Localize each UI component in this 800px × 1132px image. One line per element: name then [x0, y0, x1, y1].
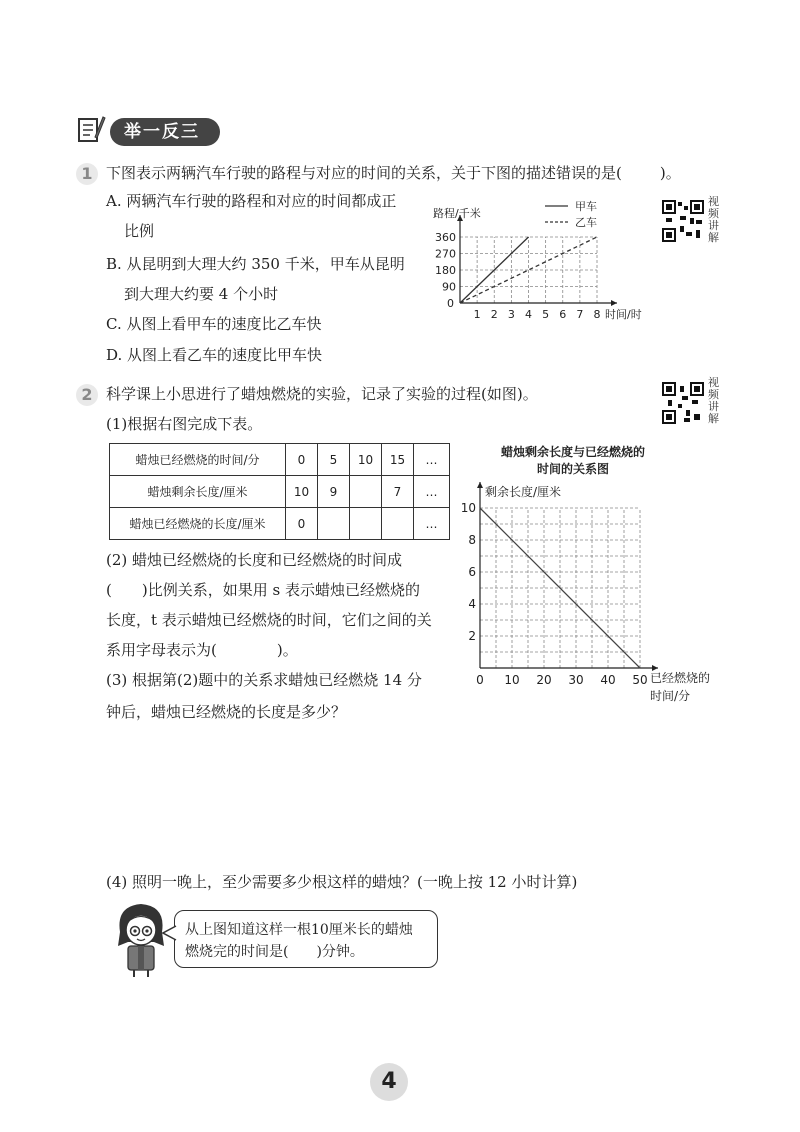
table-cell: 5: [318, 444, 350, 476]
table-cell-blank: [318, 508, 350, 540]
table-cell: 0: [286, 444, 318, 476]
table-cell: …: [414, 444, 450, 476]
candle-length-chart: [455, 440, 745, 710]
legend-label: 甲车: [575, 200, 597, 213]
q2-part2-line2: ( )比例关系，如果用 s 表示蜡烛已经燃烧的: [106, 581, 420, 599]
q2-part3-line2: 钟后，蜡烛已经燃烧的长度是多少？: [106, 703, 347, 721]
q2-part2-line1: (2) 蜡烛已经燃烧的长度和已经燃烧的时间成: [106, 551, 403, 569]
q1-option-b: B. 从昆明到大理大约 350 千米，甲车从昆明: [106, 255, 405, 273]
x-tick-label: 5: [542, 308, 550, 321]
x-tick-label: 4: [525, 308, 532, 321]
table-row-header: 蜡烛已经燃烧的长度/厘米: [110, 508, 286, 540]
q2-part1: (1)根据右图完成下表。: [106, 415, 263, 433]
legend-label: 乙车: [575, 216, 597, 229]
x-tick-label: 6: [559, 308, 567, 321]
origin-label: 0: [447, 297, 454, 310]
q1-stem: [106, 163, 681, 183]
x-tick-label: 30: [568, 673, 584, 687]
y-tick-label: 180: [435, 264, 456, 277]
hint-line-2: 燃烧完的时间是( )分钟。: [185, 944, 364, 960]
qr-code-icon[interactable]: [662, 200, 704, 242]
x-axis-label: 时间/时: [605, 308, 642, 321]
x-tick-label: 2: [490, 308, 498, 321]
q2-part3-line1: (3) 根据第(2)题中的关系求蜡烛已经燃烧 14 分: [106, 671, 422, 689]
x-axis-arrow: [611, 300, 617, 306]
car-distance-chart: [425, 195, 665, 330]
y-tick-label: 90: [442, 280, 456, 294]
x-tick-label: 20: [536, 673, 552, 687]
y-tick-label: 4: [468, 597, 476, 611]
y-axis-label: 路程/千米: [433, 207, 481, 220]
table-cell: 0: [286, 508, 318, 540]
table-cell: 10: [350, 444, 382, 476]
x-tick-label: 10: [504, 673, 520, 687]
y-tick-label: 10: [460, 501, 476, 515]
question-number: 2: [76, 384, 98, 406]
table-cell: …: [414, 508, 450, 540]
table-row: [110, 508, 450, 540]
question-number: 1: [76, 163, 98, 185]
table-cell: 10: [286, 476, 318, 508]
section-badge: 举一反三: [110, 118, 220, 146]
qr-code-icon[interactable]: [662, 382, 704, 424]
x-tick-label: 3: [507, 308, 515, 321]
x-tick-label: 40: [600, 673, 616, 687]
table-cell-blank: [350, 508, 382, 540]
table-row: [110, 444, 450, 476]
q2-part2-line4: 系用字母表示为( )。: [106, 641, 298, 659]
chart-title: 蜡烛剩余长度与已经燃烧的: [500, 445, 646, 459]
table-cell: 7: [382, 476, 414, 508]
chart-title: 时间的关系图: [536, 462, 610, 476]
y-tick-label: 6: [468, 565, 476, 579]
table-cell: 9: [318, 476, 350, 508]
y-tick-label: 2: [468, 629, 476, 643]
q1-option-c: C. 从图上看甲车的速度比乙车快: [106, 315, 322, 333]
candle-data-table: [109, 443, 450, 540]
y-axis-arrow: [477, 482, 483, 488]
x-tick-label: 8: [593, 308, 601, 321]
page-number: 4: [370, 1063, 408, 1101]
y-tick-label: 8: [468, 533, 476, 547]
x-tick-label: 0: [476, 673, 484, 687]
y-tick-label: 360: [435, 231, 456, 244]
qr-label: 视频讲解: [708, 376, 719, 425]
q2-part2-line3: 长度，t 表示蜡烛已经燃烧的时间，它们之间的关: [106, 611, 432, 629]
q1-stem-end: )。: [659, 164, 681, 182]
pencil-notebook-icon: [76, 113, 106, 145]
bubble-tail: [162, 924, 178, 942]
table-row: [110, 476, 450, 508]
q1-option-d: D. 从图上看乙车的速度比甲车快: [106, 346, 323, 364]
q1-stem-text: 下图表示两辆汽车行驶的路程与对应的时间的关系，关于下图的描述错误的是(: [106, 164, 622, 182]
hint-bubble: [174, 910, 438, 968]
table-cell-blank: [382, 508, 414, 540]
q1-option-b-cont: 到大理大约要 4 个小时: [124, 285, 279, 303]
y-tick-label: 270: [435, 247, 456, 261]
x-tick-label: 7: [576, 308, 584, 321]
hint-line-1: 从上图知道这样一根10厘米长的蜡烛: [185, 922, 413, 938]
x-tick-label: 50: [632, 673, 648, 687]
table-row-header: 蜡烛剩余长度/厘米: [110, 476, 286, 508]
q2-stem: 科学课上小思进行了蜡烛燃烧的实验，记录了实验的过程(如图)。: [106, 385, 538, 403]
x-axis-label: 已经燃烧的: [650, 671, 711, 685]
x-tick-label: 1: [473, 308, 481, 321]
x-axis-label: 时间/分: [650, 689, 691, 703]
table-cell: …: [414, 476, 450, 508]
q2-part4: (4) 照明一晚上，至少需要多少根这样的蜡烛？(一晚上按 12 小时计算): [106, 873, 578, 891]
q1-option-a: A. 两辆汽车行驶的路程和对应的时间都成正: [106, 192, 397, 210]
table-row-header: 蜡烛已经燃烧的时间/分: [110, 444, 286, 476]
table-cell-blank: [350, 476, 382, 508]
y-axis-label: 剩余长度/厘米: [485, 485, 562, 499]
q1-option-a-cont: 比例: [124, 222, 155, 240]
table-cell: 15: [382, 444, 414, 476]
qr-label: 视频讲解: [708, 195, 719, 244]
